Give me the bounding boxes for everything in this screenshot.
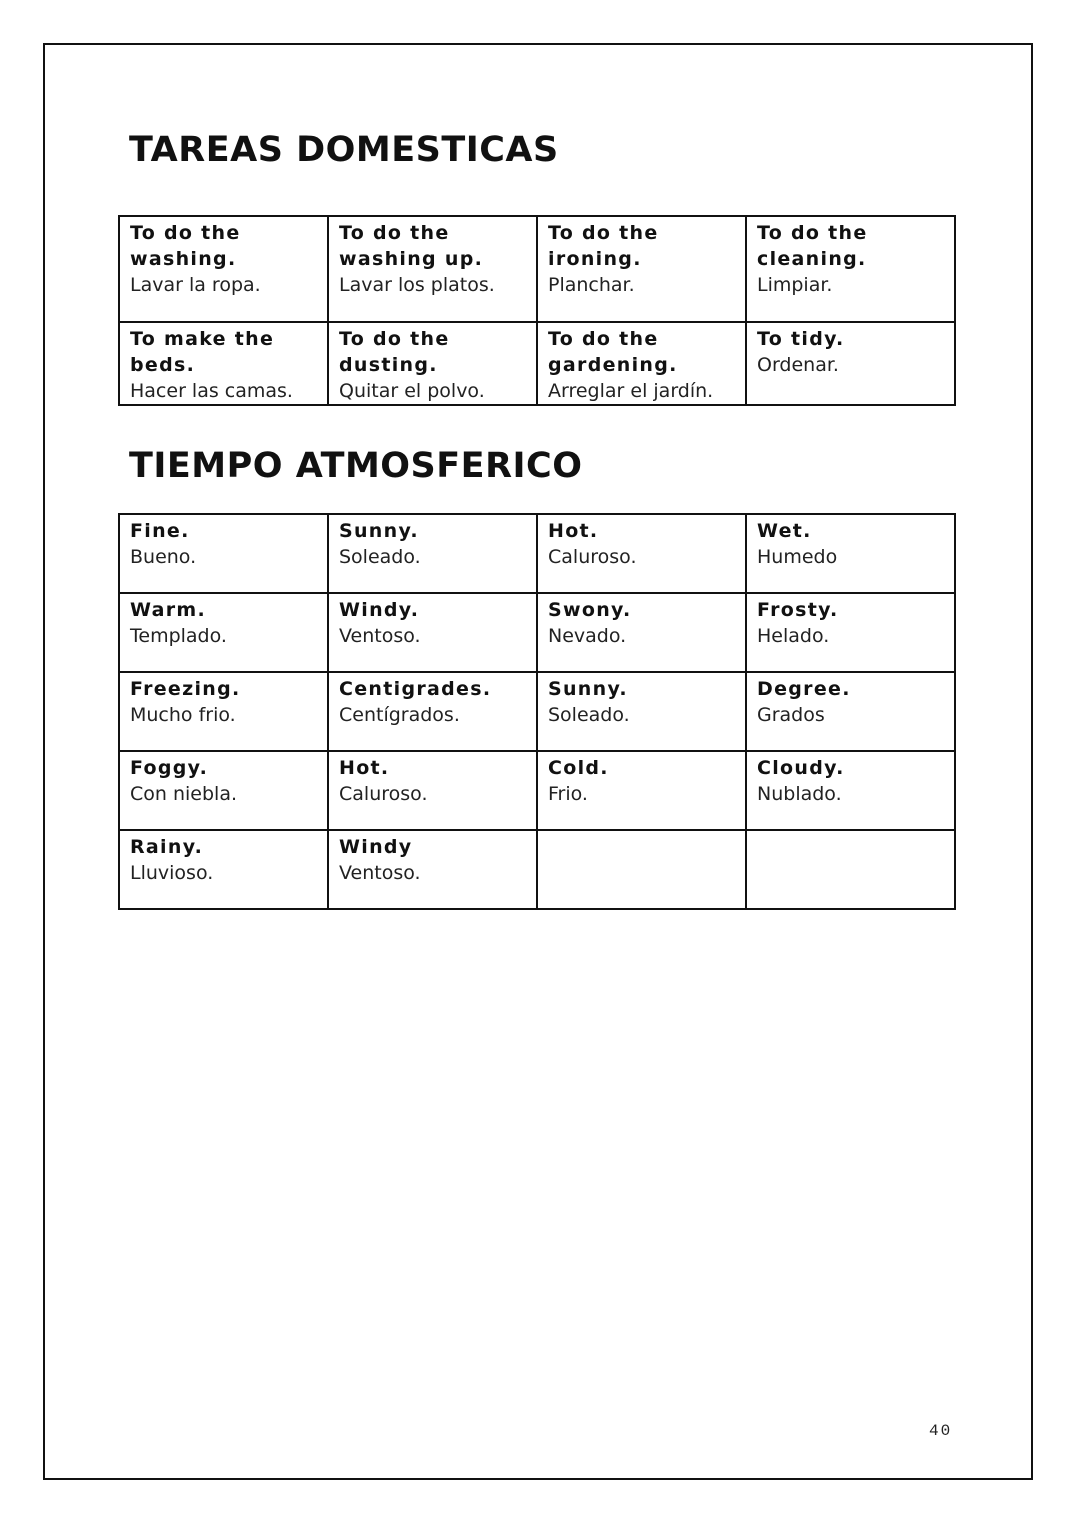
table-row: [119, 593, 955, 672]
english-term: Sunny.: [339, 520, 419, 542]
spanish-translation: Con niebla.: [130, 783, 238, 805]
spanish-translation: Mucho frio.: [130, 704, 236, 726]
vocab-cell: [328, 216, 537, 322]
english-term: Sunny.: [548, 678, 628, 700]
spanish-translation: Helado.: [757, 625, 830, 647]
english-term: Cold.: [548, 757, 609, 779]
vocab-cell: [328, 751, 537, 830]
vocab-cell: [537, 593, 746, 672]
household-chores-table: [118, 215, 956, 406]
english-term: To do the washing.: [130, 222, 241, 270]
english-term: Hot.: [548, 520, 599, 542]
spanish-translation: Templado.: [130, 625, 227, 647]
english-term: Cloudy.: [757, 757, 845, 779]
table-row: [119, 751, 955, 830]
english-term: Freezing.: [130, 678, 241, 700]
vocab-cell: [328, 830, 537, 909]
vocab-cell: [537, 322, 746, 405]
english-term: Windy.: [339, 599, 420, 621]
spanish-translation: Centígrados.: [339, 704, 460, 726]
spanish-translation: Ordenar.: [757, 354, 839, 376]
vocab-cell: [328, 593, 537, 672]
empty-cell: [746, 830, 955, 909]
vocab-cell: [119, 751, 328, 830]
spanish-translation: Soleado.: [548, 704, 630, 726]
empty-cell: [537, 830, 746, 909]
vocab-cell: [746, 751, 955, 830]
vocab-cell: [119, 830, 328, 909]
table-row: [119, 672, 955, 751]
table-row: [119, 830, 955, 909]
english-term: Degree.: [757, 678, 851, 700]
english-term: To tidy.: [757, 328, 845, 350]
spanish-translation: Lavar la ropa.: [130, 274, 261, 296]
spanish-translation: Planchar.: [548, 274, 635, 296]
english-term: To do the gardening.: [548, 328, 678, 376]
spanish-translation: Grados: [757, 704, 825, 726]
section-title-household-chores: TAREAS DOMESTICAS: [129, 130, 559, 170]
vocab-cell: [746, 672, 955, 751]
english-term: Rainy.: [130, 836, 204, 858]
english-term: Frosty.: [757, 599, 839, 621]
english-term: Swony.: [548, 599, 632, 621]
spanish-translation: Bueno.: [130, 546, 197, 568]
table-row: [119, 322, 955, 405]
table-row: [119, 216, 955, 322]
spanish-translation: Frio.: [548, 783, 588, 805]
spanish-translation: Lluvioso.: [130, 862, 214, 884]
vocab-cell: [119, 514, 328, 593]
vocab-cell: [328, 672, 537, 751]
vocab-cell: [119, 216, 328, 322]
section-title-weather: TIEMPO ATMOSFERICO: [129, 446, 583, 486]
table-row: [119, 514, 955, 593]
vocab-cell: [746, 322, 955, 405]
english-term: To do the cleaning.: [757, 222, 868, 270]
spanish-translation: Soleado.: [339, 546, 421, 568]
vocab-cell: [537, 514, 746, 593]
spanish-translation: Arreglar el jardín.: [548, 380, 714, 402]
vocab-cell: [328, 322, 537, 405]
english-term: To make the beds.: [130, 328, 275, 376]
english-term: Warm.: [130, 599, 206, 621]
english-term: To do the washing up.: [339, 222, 484, 270]
spanish-translation: Hacer las camas.: [130, 380, 293, 402]
english-term: Fine.: [130, 520, 190, 542]
spanish-translation: Ventoso.: [339, 862, 421, 884]
vocab-cell: [119, 322, 328, 405]
english-term: Wet.: [757, 520, 812, 542]
vocab-cell: [119, 593, 328, 672]
spanish-translation: Nevado.: [548, 625, 627, 647]
english-term: Centigrades.: [339, 678, 492, 700]
spanish-translation: Humedo: [757, 546, 838, 568]
page-number: 40: [929, 1422, 953, 1440]
vocab-cell: [746, 514, 955, 593]
vocab-cell: [746, 216, 955, 322]
spanish-translation: Caluroso.: [548, 546, 637, 568]
vocab-cell: [328, 514, 537, 593]
spanish-translation: Caluroso.: [339, 783, 428, 805]
spanish-translation: Quitar el polvo.: [339, 380, 485, 402]
english-term: To do the ironing.: [548, 222, 659, 270]
english-term: Windy: [339, 836, 413, 858]
spanish-translation: Limpiar.: [757, 274, 833, 296]
vocab-cell: [537, 751, 746, 830]
spanish-translation: Nublado.: [757, 783, 842, 805]
spanish-translation: Lavar los platos.: [339, 274, 495, 296]
weather-table: [118, 513, 956, 910]
english-term: To do the dusting.: [339, 328, 450, 376]
english-term: Foggy.: [130, 757, 209, 779]
english-term: Hot.: [339, 757, 390, 779]
spanish-translation: Ventoso.: [339, 625, 421, 647]
vocab-cell: [746, 593, 955, 672]
vocab-cell: [537, 216, 746, 322]
vocab-cell: [119, 672, 328, 751]
vocab-cell: [537, 672, 746, 751]
